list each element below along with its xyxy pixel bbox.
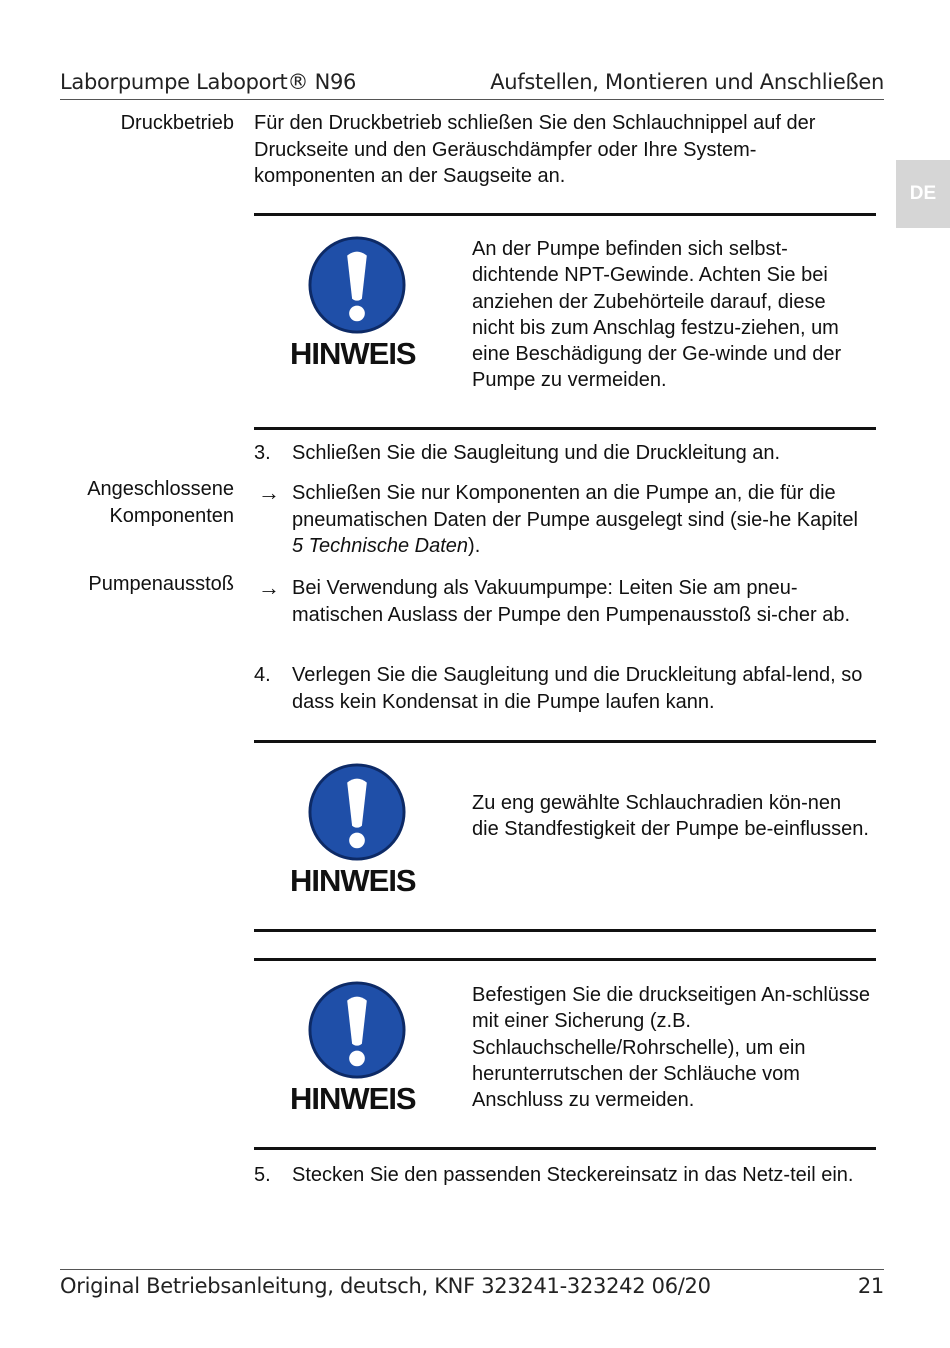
exclamation-mandatory-icon [308, 236, 406, 334]
arrow-right-icon: → [258, 575, 280, 600]
notice-text: Befestigen Sie die druckseitigen An-schlüsse mit einer Sicherung (z.B. Schlauchschelle/Rohrschelle), um ein herunterrutschen der Schläuche vom Anschluss zu vermeiden. [472, 984, 871, 1112]
druckbetrieb-text: Für den Druckbetrieb schließen Sie den Schlauchnippel auf der Druckseite und den Geräuschdämpfer oder Ihre System-komponenten an der Saugseite an. [254, 112, 816, 187]
notice-top-rule [254, 958, 876, 961]
notice-icon-block [290, 763, 426, 899]
notice-label: HINWEIS [290, 863, 416, 898]
step-5 [254, 1162, 874, 1189]
instruction-text: Schließen Sie nur Komponenten an die Pumpe an, die für die pneumatischen Daten der Pumpe ausgelegt sind (sie-he Kapitel [292, 482, 858, 531]
notice-text: Zu eng gewählte Schlauchradien kön-nen die Standfestigkeit der Pumpe be-einflussen. [472, 792, 869, 841]
arrow-right-icon: → [258, 480, 280, 505]
notice-text: An der Pumpe befinden sich selbst-dichtende NPT-Gewinde. Achten Sie bei anziehen der Zubehörteile darauf, diese nicht bis zum Anschlag festzu-ziehen, um eine Beschädigung der Ge-winde und der Pumpe zu vermeiden. [472, 238, 842, 392]
instruction-text: Bei Verwendung als Vakuumpumpe: Leiten Sie am pneu-matischen Auslass der Pumpe den Pumpenausstoß si-cher ab. [292, 577, 851, 626]
step-4 [254, 662, 874, 715]
step-number: 3. [254, 442, 271, 464]
step-text: Schließen Sie die Saugleitung und die Druckleitung an. [292, 442, 781, 464]
notice-icon-block [290, 236, 426, 372]
page-number: 21 [857, 1274, 884, 1298]
angeschlossene-komponenten-instruction [254, 480, 874, 560]
notice-bottom-rule [254, 929, 876, 932]
instruction-text-end: ). [468, 535, 481, 557]
exclamation-mandatory-icon [308, 763, 406, 861]
pumpenausstoss-instruction [254, 575, 874, 628]
notice-bottom-rule [254, 1147, 876, 1150]
angeschlossene-komponenten-label: Angeschlossene Komponenten [87, 478, 234, 527]
step-text: Stecken Sie den passenden Steckereinsatz in das Netz-teil ein. [292, 1164, 854, 1186]
exclamation-mandatory-icon [308, 981, 406, 1079]
step-number: 4. [254, 664, 271, 686]
notice-label: HINWEIS [290, 336, 416, 371]
header-document-title: Laborpumpe Laboport® N96 [60, 70, 357, 94]
step-3 [254, 440, 874, 467]
footer-document-info: Original Betriebsanleitung, deutsch, KNF 323241-323242 06/20 [60, 1274, 711, 1298]
step-text: Verlegen Sie die Saugleitung und die Druckleitung abfal-lend, so dass kein Kondensat in die Pumpe laufen kann. [292, 664, 863, 713]
step-number: 5. [254, 1164, 271, 1186]
chapter-reference-link[interactable]: 5 Technische Daten [292, 535, 469, 557]
pumpenausstoss-label: Pumpenausstoß [88, 573, 234, 595]
notice-bottom-rule [254, 427, 876, 430]
language-tab: DE [896, 160, 950, 228]
notice-icon-block [290, 981, 426, 1117]
header-chapter-title: Aufstellen, Montieren und Anschließen [490, 70, 884, 94]
notice-top-rule [254, 740, 876, 743]
notice-label: HINWEIS [290, 1081, 416, 1116]
druckbetrieb-label: Druckbetrieb [120, 112, 234, 134]
header-divider [60, 99, 884, 100]
notice-top-rule [254, 213, 876, 216]
footer-divider [60, 1269, 884, 1270]
